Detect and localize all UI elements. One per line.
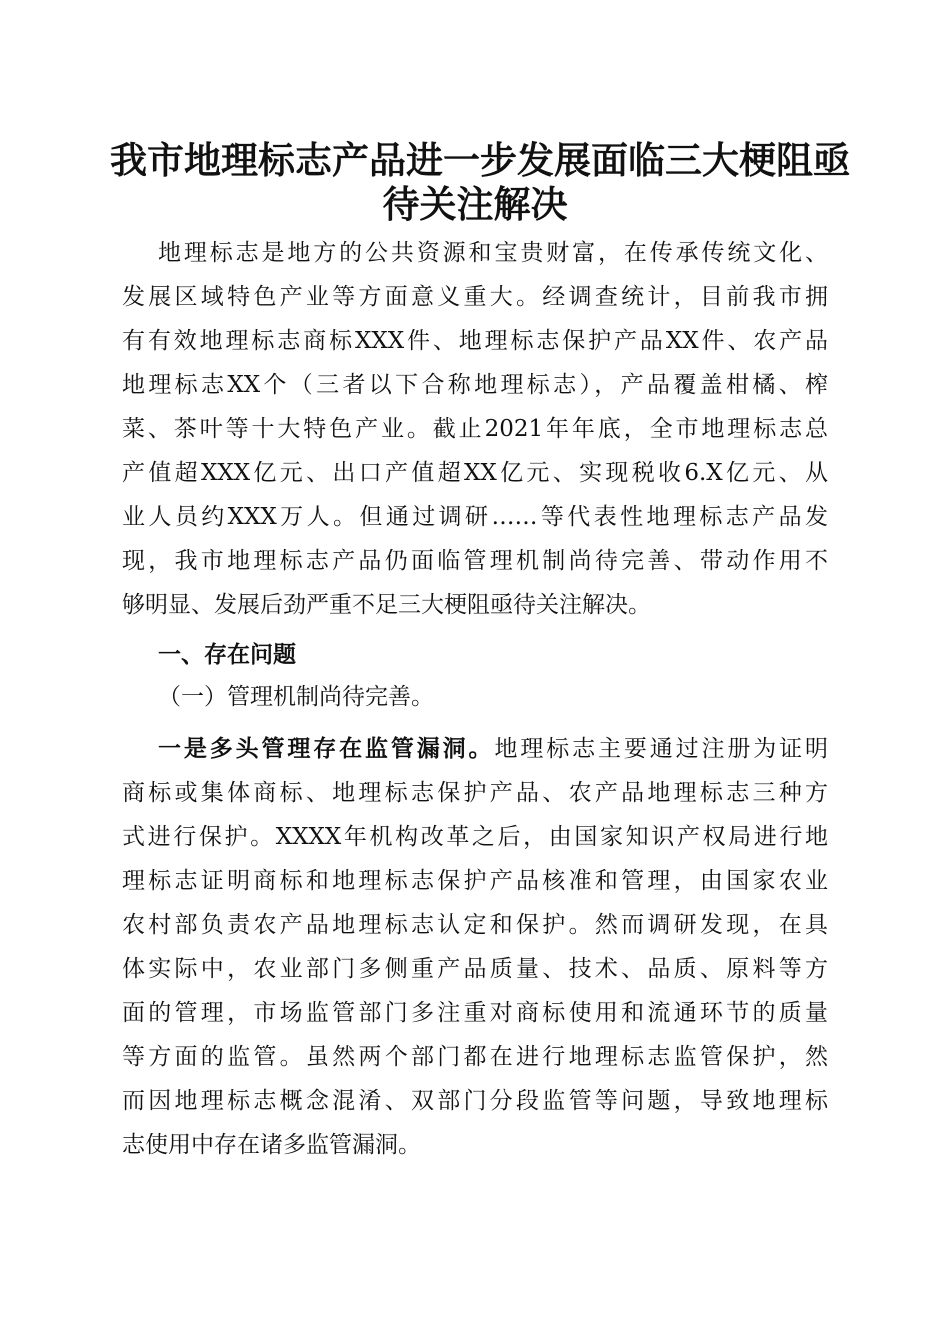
point-paragraph-line: 而因地理标志概念混淆、双部门分段监管等问题，导致地理标	[122, 1088, 828, 1114]
document-title-line-1: 我市地理标志产品进一步发展面临三大梗阻亟	[110, 138, 850, 182]
point-paragraph-line: 式进行保护。XXXX年机构改革之后，由国家知识产权局进行地	[122, 824, 828, 850]
intro-paragraph-line: 发展区域特色产业等方面意义重大。经调查统计，目前我市拥	[122, 284, 828, 310]
point-paragraph-line: 商标或集体商标、地理标志保护产品、农产品地理标志三种方	[122, 780, 828, 806]
intro-paragraph-line: 产值超XXX亿元、出口产值超XX亿元、实现税收6.X亿元、从	[122, 460, 828, 486]
intro-paragraph-line: 有有效地理标志商标XXX件、地理标志保护产品XX件、农产品	[122, 328, 828, 354]
section-heading: 一、存在问题	[158, 642, 296, 668]
point-paragraph-line: 地理标志主要通过注册为证明	[494, 736, 828, 762]
point-lead-text: 一是多头管理存在监管漏洞。	[158, 735, 495, 762]
intro-paragraph-line: 地理标志是地方的公共资源和宝贵财富，在传承传统文化、	[158, 240, 828, 266]
intro-paragraph-line: 现，我市地理标志产品仍面临管理机制尚待完善、带动作用不	[122, 548, 828, 574]
document-title-line-2: 待关注解决	[382, 182, 568, 226]
point-paragraph-line: 农村部负责农产品地理标志认定和保护。然而调研发现，在具	[122, 912, 828, 938]
point-paragraph-line: 体实际中，农业部门多侧重产品质量、技术、品质、原料等方	[122, 956, 828, 982]
point-paragraph-line: 等方面的监管。虽然两个部门都在进行地理标志监管保护，然	[122, 1044, 828, 1070]
point-paragraph-first-line	[158, 734, 828, 764]
intro-paragraph-line: 够明显、发展后劲严重不足三大梗阻亟待关注解决。	[122, 592, 651, 618]
intro-paragraph-line: 菜、茶叶等十大特色产业。截止2021年年底，全市地理标志总	[122, 416, 828, 442]
point-paragraph-line: 面的管理，市场监管部门多注重对商标使用和流通环节的质量	[122, 1000, 828, 1026]
point-paragraph-line: 志使用中存在诸多监管漏洞。	[122, 1132, 421, 1158]
point-paragraph-line: 理标志证明商标和地理标志保护产品核准和管理，由国家农业	[122, 868, 828, 894]
intro-paragraph-line: 地理标志XX个（三者以下合称地理标志），产品覆盖柑橘、榨	[122, 372, 828, 398]
subsection-heading: （一）管理机制尚待完善。	[158, 684, 434, 710]
intro-paragraph-line: 业人员约XXX万人。但通过调研……等代表性地理标志产品发	[122, 504, 828, 530]
